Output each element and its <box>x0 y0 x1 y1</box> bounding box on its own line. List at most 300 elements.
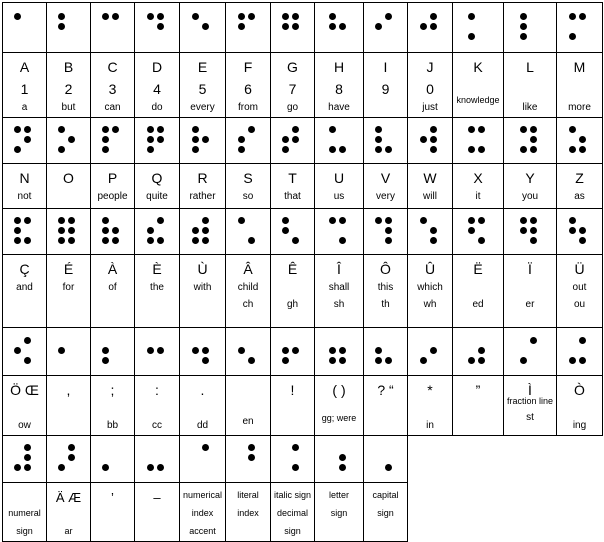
braille-dot-icon <box>339 23 346 30</box>
braille-label-cell <box>557 164 603 209</box>
braille-dot-icon <box>147 13 154 20</box>
label-text <box>91 404 134 414</box>
braille-dot-icon <box>24 237 31 244</box>
braille-dot-icon <box>579 237 586 244</box>
label-text: for <box>62 282 75 293</box>
braille-cell <box>364 328 408 376</box>
braille-dot-icon <box>478 126 485 133</box>
braille-label-cell <box>504 255 557 328</box>
braille-label-cell <box>3 164 47 209</box>
empty-cell <box>408 436 453 483</box>
braille-dot-icon <box>102 227 109 234</box>
braille-dot-icon <box>58 146 65 153</box>
braille-cell <box>180 118 226 164</box>
braille-cell <box>453 3 504 53</box>
label-text: will <box>423 191 437 202</box>
label-text: the <box>150 282 164 293</box>
label-text: , <box>66 382 71 398</box>
braille-dot-icon <box>202 347 209 354</box>
braille-cell <box>180 436 226 483</box>
braille-dot-icon <box>24 464 31 471</box>
label-text: A <box>19 59 30 75</box>
label-text <box>364 421 407 431</box>
braille-cell <box>47 209 91 255</box>
braille-label-cell <box>135 164 180 209</box>
braille-cell <box>557 209 603 255</box>
label-text <box>91 509 134 519</box>
label-text: sign <box>284 526 301 536</box>
label-text: 2 <box>64 81 73 97</box>
braille-dot-icon <box>468 33 475 40</box>
braille-label-cell <box>91 255 135 328</box>
braille-cell <box>226 328 271 376</box>
braille-dot-icon <box>430 146 437 153</box>
label-text: É <box>63 261 74 277</box>
braille-dot-icon <box>385 464 392 471</box>
label-text: E <box>197 59 208 75</box>
label-text <box>226 527 270 537</box>
braille-label-cell <box>271 376 315 436</box>
label-text <box>226 400 270 410</box>
braille-cell <box>408 328 453 376</box>
label-text: L <box>526 59 534 75</box>
braille-dot-icon <box>14 146 21 153</box>
braille-dot-icon <box>520 217 527 224</box>
braille-dot-icon <box>420 217 427 224</box>
braille-cell <box>135 436 180 483</box>
braille-dot-icon <box>430 13 437 20</box>
braille-dot-icon <box>24 136 31 143</box>
braille-dot-icon <box>530 126 537 133</box>
label-text: sign <box>377 508 394 518</box>
label-text: st <box>526 412 534 423</box>
label-row <box>3 376 603 436</box>
braille-dot-icon <box>530 237 537 244</box>
label-text: Q <box>151 170 163 186</box>
braille-cell <box>226 3 271 53</box>
braille-label-cell <box>226 483 271 542</box>
braille-cell <box>271 436 315 483</box>
braille-dot-icon <box>339 237 346 244</box>
braille-cell <box>453 328 504 376</box>
braille-dot-icon <box>14 13 21 20</box>
label-text: Ö Œ <box>10 382 39 398</box>
label-text <box>408 404 452 414</box>
braille-label-cell <box>226 376 271 436</box>
braille-dot-icon <box>102 464 109 471</box>
label-text: capital <box>372 490 399 500</box>
label-text <box>3 317 46 327</box>
braille-dot-icon <box>58 347 65 354</box>
label-text <box>453 82 503 96</box>
braille-label-cell <box>504 376 557 436</box>
braille-dot-icon <box>292 136 299 143</box>
braille-label-cell <box>3 53 47 118</box>
braille-dot-icon <box>192 237 199 244</box>
label-text: shall <box>328 282 350 293</box>
dots-row <box>3 3 603 53</box>
braille-dot-icon <box>202 23 209 30</box>
braille-cell <box>3 328 47 376</box>
braille-dot-icon <box>478 347 485 354</box>
label-text: fraction line <box>506 396 554 406</box>
braille-dot-icon <box>282 146 289 153</box>
label-text: more <box>568 102 591 113</box>
label-text: ow <box>18 420 31 431</box>
label-text: Ä Æ <box>55 490 82 505</box>
label-text: O <box>63 170 74 186</box>
braille-dot-icon <box>579 227 586 234</box>
braille-dot-icon <box>24 337 31 344</box>
braille-dot-icon <box>569 33 576 40</box>
braille-dot-icon <box>282 227 289 234</box>
braille-dot-icon <box>339 146 346 153</box>
braille-dot-icon <box>248 444 255 451</box>
braille-dot-icon <box>420 23 427 30</box>
braille-label-cell <box>91 53 135 118</box>
label-text <box>3 491 46 501</box>
label-text: do <box>151 102 163 113</box>
label-text <box>271 404 314 414</box>
label-text: cc <box>152 420 162 431</box>
braille-dot-icon <box>282 347 289 354</box>
braille-label-cell <box>364 164 408 209</box>
braille-dot-icon <box>292 347 299 354</box>
label-row <box>3 483 603 542</box>
label-text: that <box>284 191 301 202</box>
braille-dot-icon <box>248 126 255 133</box>
label-text <box>135 300 179 310</box>
braille-dot-icon <box>202 444 209 451</box>
braille-dot-icon <box>248 237 255 244</box>
label-text: people <box>97 191 128 202</box>
label-text: J <box>426 59 434 75</box>
braille-dot-icon <box>569 227 576 234</box>
braille-cell <box>315 328 364 376</box>
braille-dot-icon <box>292 126 299 133</box>
label-text <box>226 383 270 393</box>
braille-dot-icon <box>292 237 299 244</box>
braille-dot-icon <box>339 464 346 471</box>
braille-dot-icon <box>329 13 336 20</box>
braille-dot-icon <box>68 217 75 224</box>
braille-dot-icon <box>420 357 427 364</box>
braille-dot-icon <box>329 217 336 224</box>
braille-dot-icon <box>468 357 475 364</box>
braille-label-cell <box>226 255 271 328</box>
braille-cell <box>504 3 557 53</box>
braille-dot-icon <box>569 217 576 224</box>
label-text <box>453 421 503 431</box>
braille-label-cell <box>271 255 315 328</box>
empty-cell <box>408 483 453 542</box>
braille-cell <box>135 3 180 53</box>
braille-chart <box>2 2 603 542</box>
braille-label-cell <box>453 53 504 118</box>
empty-cell <box>557 483 603 542</box>
braille-dot-icon <box>238 13 245 20</box>
braille-cell <box>453 209 504 255</box>
braille-dot-icon <box>147 347 154 354</box>
braille-label-cell <box>315 53 364 118</box>
label-text <box>47 404 90 414</box>
braille-dot-icon <box>238 217 245 224</box>
braille-cell <box>91 436 135 483</box>
label-text: U <box>333 170 345 186</box>
label-text: N <box>19 170 30 186</box>
braille-dot-icon <box>58 126 65 133</box>
label-text <box>504 283 556 293</box>
braille-dot-icon <box>282 357 289 364</box>
braille-cell <box>315 209 364 255</box>
braille-label-cell <box>315 164 364 209</box>
braille-dot-icon <box>147 126 154 133</box>
braille-dot-icon <box>102 146 109 153</box>
braille-dot-icon <box>192 126 199 133</box>
label-text: Û <box>424 261 436 277</box>
braille-dot-icon <box>385 217 392 224</box>
label-text: you <box>521 191 539 202</box>
braille-dot-icon <box>147 464 154 471</box>
label-text: : <box>155 382 159 398</box>
label-text <box>364 527 407 537</box>
label-text: but <box>61 102 76 113</box>
braille-label-cell <box>180 164 226 209</box>
braille-dot-icon <box>569 357 576 364</box>
braille-label-cell <box>504 53 557 118</box>
label-text: ! <box>290 382 295 398</box>
label-text <box>135 317 179 327</box>
braille-dot-icon <box>248 13 255 20</box>
braille-label-cell <box>315 483 364 542</box>
label-text: M <box>573 59 586 75</box>
braille-label-cell <box>557 53 603 118</box>
braille-label-cell <box>3 483 47 542</box>
braille-cell <box>226 118 271 164</box>
braille-dot-icon <box>282 136 289 143</box>
braille-dot-icon <box>192 227 199 234</box>
braille-dot-icon <box>202 217 209 224</box>
braille-dot-icon <box>520 146 527 153</box>
label-text: S <box>243 170 253 186</box>
label-text: ch <box>242 299 254 310</box>
braille-label-cell <box>3 376 47 436</box>
label-text: us <box>333 191 345 202</box>
braille-label-cell <box>135 376 180 436</box>
label-text: which <box>417 282 443 293</box>
braille-cell <box>47 118 91 164</box>
label-text: out <box>572 282 587 293</box>
braille-dot-icon <box>147 237 154 244</box>
braille-dot-icon <box>68 136 75 143</box>
braille-dot-icon <box>157 237 164 244</box>
label-text <box>135 509 179 519</box>
braille-label-cell <box>226 53 271 118</box>
braille-dot-icon <box>530 146 537 153</box>
braille-cell <box>315 436 364 483</box>
label-text: quite <box>146 191 168 202</box>
braille-dot-icon <box>58 227 65 234</box>
label-text: bb <box>106 420 119 431</box>
dots-row <box>3 328 603 376</box>
braille-dot-icon <box>14 347 21 354</box>
braille-dot-icon <box>530 227 537 234</box>
braille-dot-icon <box>157 126 164 133</box>
label-text: in <box>426 420 434 431</box>
braille-cell <box>408 209 453 255</box>
braille-label-cell <box>135 53 180 118</box>
braille-label-cell <box>315 255 364 328</box>
braille-label-cell <box>226 164 271 209</box>
label-text: th <box>381 299 390 310</box>
braille-cell <box>271 209 315 255</box>
label-text: X <box>473 170 483 186</box>
braille-label-cell <box>271 164 315 209</box>
label-text: numerical <box>182 490 222 500</box>
braille-dot-icon <box>24 444 31 451</box>
braille-dot-icon <box>430 227 437 234</box>
braille-cell <box>364 118 408 164</box>
label-text: of <box>108 282 117 293</box>
braille-dot-icon <box>202 357 209 364</box>
braille-label-cell <box>180 376 226 436</box>
braille-cell <box>408 118 453 164</box>
label-text: ( ) <box>332 382 346 398</box>
label-text: letter <box>328 490 349 500</box>
label-text: wh <box>423 299 437 310</box>
label-text: I <box>383 59 388 75</box>
label-text <box>91 317 134 327</box>
label-text: R <box>197 170 208 186</box>
label-text <box>47 421 90 431</box>
braille-label-cell <box>364 483 408 542</box>
braille-dot-icon <box>14 464 21 471</box>
braille-dot-icon <box>520 13 527 20</box>
braille-cell <box>47 328 91 376</box>
braille-cell <box>557 328 603 376</box>
braille-dot-icon <box>157 217 164 224</box>
label-text <box>364 103 407 117</box>
label-text <box>47 300 90 310</box>
braille-cell <box>504 328 557 376</box>
braille-label-cell <box>135 483 180 542</box>
braille-cell <box>135 209 180 255</box>
label-text: Ò <box>574 382 585 398</box>
label-text: literal <box>237 490 259 500</box>
braille-cell <box>180 3 226 53</box>
braille-dot-icon <box>157 347 164 354</box>
label-text: sign <box>16 526 33 536</box>
label-text <box>453 283 503 293</box>
braille-label-cell <box>557 255 603 328</box>
label-text: index <box>237 508 259 518</box>
braille-cell <box>226 436 271 483</box>
braille-dot-icon <box>339 217 346 224</box>
label-text <box>3 404 46 414</box>
braille-dot-icon <box>112 13 119 20</box>
braille-cell <box>180 328 226 376</box>
braille-dot-icon <box>192 347 199 354</box>
braille-label-cell <box>271 483 315 542</box>
braille-dot-icon <box>58 23 65 30</box>
braille-dot-icon <box>248 357 255 364</box>
braille-dot-icon <box>102 237 109 244</box>
label-text: Ê <box>287 261 298 277</box>
braille-cell <box>180 209 226 255</box>
braille-dot-icon <box>385 146 392 153</box>
braille-label-cell <box>453 164 504 209</box>
label-text: Ì <box>528 382 532 398</box>
label-text <box>47 192 90 202</box>
braille-dot-icon <box>329 357 336 364</box>
braille-dot-icon <box>147 227 154 234</box>
braille-dot-icon <box>385 227 392 234</box>
braille-cell <box>135 118 180 164</box>
empty-cell <box>557 436 603 483</box>
label-text <box>91 300 134 310</box>
braille-dot-icon <box>375 217 382 224</box>
label-text <box>504 82 556 96</box>
label-text: V <box>380 170 391 186</box>
braille-cell <box>557 118 603 164</box>
braille-dot-icon <box>579 146 586 153</box>
label-text <box>315 527 363 537</box>
label-text: so <box>242 191 254 202</box>
label-text: K <box>473 59 483 75</box>
label-text: sign <box>330 508 348 518</box>
braille-cell <box>91 118 135 164</box>
label-text: H <box>333 59 345 75</box>
label-text: G <box>287 59 298 75</box>
label-text: ar <box>64 526 73 536</box>
braille-dot-icon <box>329 146 336 153</box>
label-row <box>3 255 603 328</box>
braille-cell <box>3 118 47 164</box>
label-text <box>135 527 179 537</box>
braille-dot-icon <box>520 227 527 234</box>
braille-dot-icon <box>579 357 586 364</box>
braille-label-cell <box>364 53 408 118</box>
label-text: from <box>238 102 258 113</box>
braille-cell <box>557 3 603 53</box>
braille-dot-icon <box>102 347 109 354</box>
label-text: not <box>17 191 32 202</box>
braille-dot-icon <box>385 13 392 20</box>
braille-cell <box>135 328 180 376</box>
braille-dot-icon <box>385 237 392 244</box>
label-text <box>47 509 90 519</box>
label-text <box>180 300 225 310</box>
label-text: F <box>243 59 253 75</box>
label-text: and <box>16 282 33 293</box>
braille-dot-icon <box>375 146 382 153</box>
label-text: this <box>377 282 394 293</box>
label-text: Ù <box>197 261 208 277</box>
braille-dot-icon <box>14 217 21 224</box>
braille-cell <box>504 118 557 164</box>
braille-label-cell <box>408 376 453 436</box>
braille-cell <box>315 118 364 164</box>
label-text: accent <box>189 526 216 536</box>
braille-label-cell <box>47 483 91 542</box>
braille-dot-icon <box>68 227 75 234</box>
label-text: ing <box>572 420 587 431</box>
label-text <box>3 300 46 310</box>
braille-dot-icon <box>112 237 119 244</box>
braille-dot-icon <box>530 136 537 143</box>
braille-dot-icon <box>282 23 289 30</box>
braille-dot-icon <box>147 146 154 153</box>
